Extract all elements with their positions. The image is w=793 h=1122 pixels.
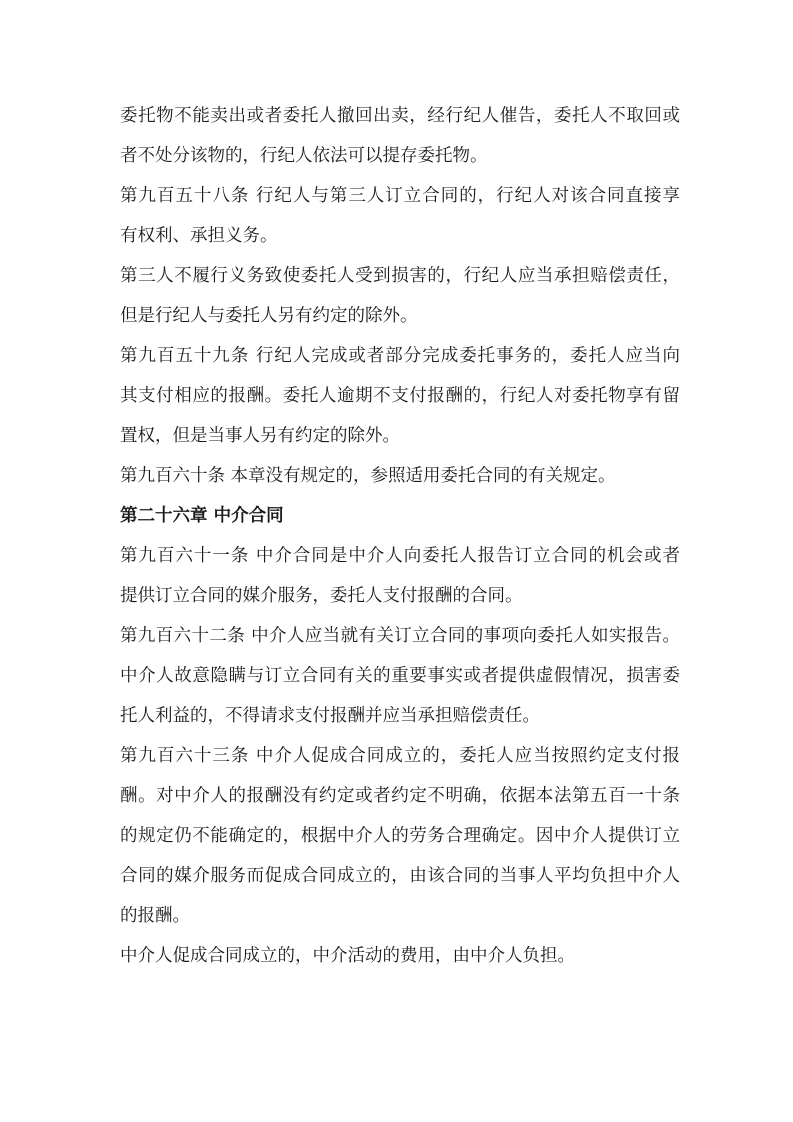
text-line: 委托物不能卖出或者委托人撤回出卖，经行纪人催告，委托人不取回或 <box>120 106 680 126</box>
text-line: 置权，但是当事人另有约定的除外。 <box>120 426 400 446</box>
document-body <box>120 96 680 976</box>
text-line: 的规定仍不能确定的，根据中介人的劳务合理确定。因中介人提供订立 <box>120 826 680 846</box>
chapter-heading: 第二十六章 中介合同 <box>120 506 284 526</box>
text-line: 中介人故意隐瞒与订立合同有关的重要事实或者提供虚假情况，损害委 <box>120 666 680 686</box>
text-line: 其支付相应的报酬。委托人逾期不支付报酬的，行纪人对委托物享有留 <box>120 386 680 406</box>
text-line: 有权利、承担义务。 <box>120 226 278 246</box>
text-line: 托人利益的，不得请求支付报酬并应当承担赔偿责任。 <box>120 706 540 726</box>
text-line: 第九百六十二条 中介人应当就有关订立合同的事项向委托人如实报告。 <box>120 626 680 646</box>
text-line: 中介人促成合同成立的，中介活动的费用，由中介人负担。 <box>120 946 575 966</box>
text-line: 的报酬。 <box>120 906 190 926</box>
text-line: 第九百五十八条 行纪人与第三人订立合同的，行纪人对该合同直接享 <box>120 186 680 206</box>
text-line: 者不处分该物的，行纪人依法可以提存委托物。 <box>120 146 488 166</box>
text-line: 第九百六十条 本章没有规定的，参照适用委托合同的有关规定。 <box>120 466 616 486</box>
text-line: 提供订立合同的媒介服务，委托人支付报酬的合同。 <box>120 586 523 606</box>
text-line: 合同的媒介服务而促成合同成立的，由该合同的当事人平均负担中介人 <box>120 866 680 886</box>
text-line: 酬。对中介人的报酬没有约定或者约定不明确，依据本法第五百一十条 <box>120 786 680 806</box>
text-line: 第九百六十三条 中介人促成合同成立的，委托人应当按照约定支付报 <box>120 746 680 766</box>
text-line: 第九百六十一条 中介合同是中介人向委托人报告订立合同的机会或者 <box>120 546 680 566</box>
text-line: 但是行纪人与委托人另有约定的除外。 <box>120 306 418 326</box>
text-line: 第三人不履行义务致使委托人受到损害的，行纪人应当承担赔偿责任， <box>120 266 680 286</box>
text-line: 第九百五十九条 行纪人完成或者部分完成委托事务的，委托人应当向 <box>120 346 680 366</box>
